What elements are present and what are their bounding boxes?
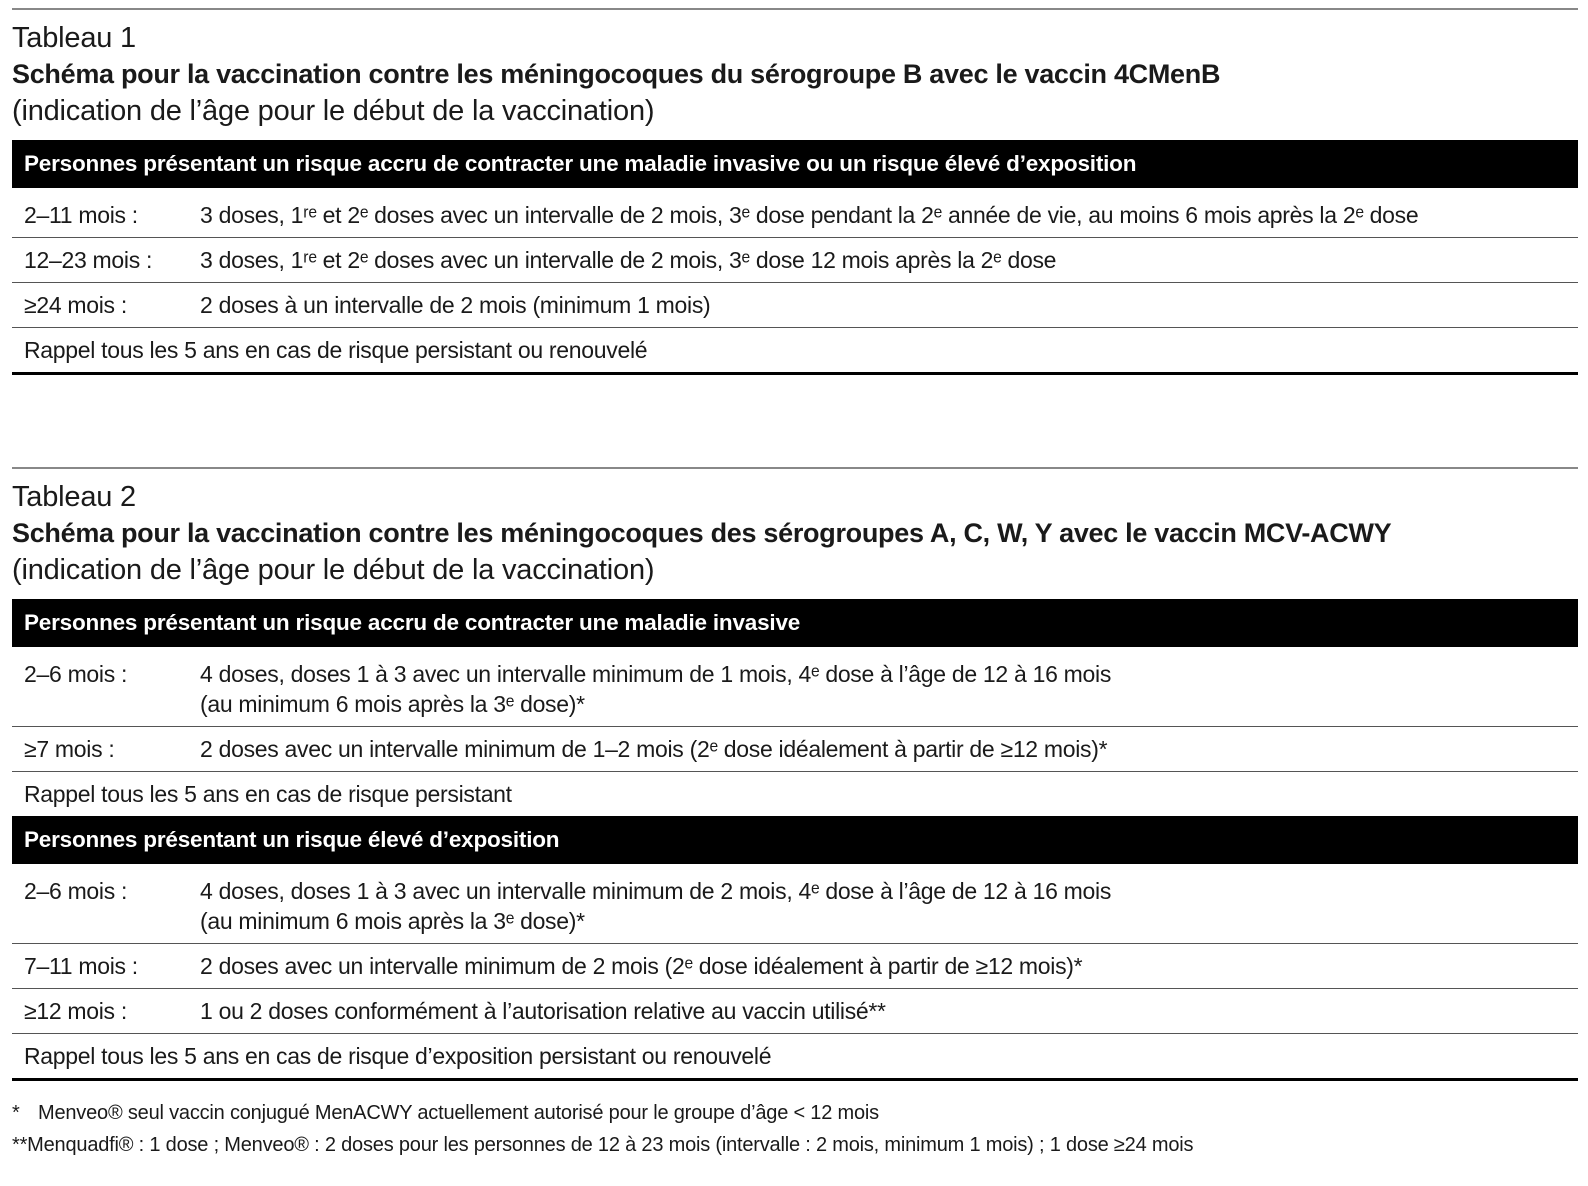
table-title: Schéma pour la vaccination contre les méningocoques des sérogroupes A, C, W, Y avec le vaccin MCV-ACWY [12,518,1392,548]
footnote-text: Menquadfi® : 1 dose ; Menveo® : 2 doses pour les personnes de 12 à 23 mois (intervalle : 2 mois, minimum 1 mois) ; 1 dose ≥24 mois [27,1134,1194,1156]
schedule-cell: 3 doses, 1ʳᵉ et 2ᵉ doses avec un intervalle de 2 mois, 3ᵉ dose 12 mois après la 2ᵉ dose [200,247,1057,273]
schedule-cell: 2 doses avec un intervalle minimum de 2 mois (2ᵉ dose idéalement à partir de ≥12 mois)* [200,953,1083,979]
table-row [12,238,1578,283]
footnote [12,1129,1193,1161]
footnote-mark: * [12,1102,20,1124]
table-row [12,944,1578,989]
schedule-line: 4 doses, doses 1 à 3 avec un intervalle minimum de 2 mois, 4ᵉ dose à l’âge de 12 à 16 mois [200,878,1112,904]
booster-text: Rappel tous les 5 ans en cas de risque d’exposition persistant ou renouvelé [24,1043,772,1069]
top-rule [12,8,1578,10]
section-heading: Personnes présentant un risque accru de contracter une maladie invasive [12,599,1578,647]
age-cell: ≥12 mois : [24,998,127,1024]
table-number: Tableau 1 [12,22,136,54]
schedule-cell: 2 doses avec un intervalle minimum de 1–2 mois (2ᵉ dose idéalement à partir de ≥12 mois)* [200,736,1108,762]
table-subtitle: (indication de l’âge pour le début de la vaccination) [12,554,655,586]
booster-text: Rappel tous les 5 ans en cas de risque persistant [24,781,512,807]
age-cell: 2–11 mois : [24,202,138,228]
age-cell: ≥24 mois : [24,292,127,318]
footnote-mark: ** [12,1134,28,1156]
footnotes [12,1097,1193,1161]
booster-row [12,772,1578,816]
table-number: Tableau 2 [12,481,136,513]
table-title: Schéma pour la vaccination contre les méningocoques du sérogroupe B avec le vaccin 4CMenB [12,59,1221,89]
schedule-cell [200,876,1578,936]
age-cell: 2–6 mois : [24,878,128,904]
table-1 [12,8,1578,375]
section-heading: Personnes présentant un risque accru de contracter une maladie invasive ou un risque élevé d’exposition [12,140,1578,188]
table-row [12,727,1578,772]
age-cell: ≥7 mois : [24,736,115,762]
booster-row [12,1034,1578,1081]
table-row [12,989,1578,1034]
schedule-line: 4 doses, doses 1 à 3 avec un intervalle minimum de 1 mois, 4ᵉ dose à l’âge de 12 à 16 mois [200,661,1112,687]
top-rule [12,467,1578,469]
schedule-line: (au minimum 6 mois après la 3ᵉ dose)* [200,691,585,717]
age-cell: 7–11 mois : [24,953,138,979]
schedule-cell: 3 doses, 1ʳᵉ et 2ᵉ doses avec un intervalle de 2 mois, 3ᵉ dose pendant la 2ᵉ année de vie, au moins 6 mois après la 2ᵉ dose [200,202,1419,228]
table-subtitle: (indication de l’âge pour le début de la vaccination) [12,95,655,127]
schedule-cell: 2 doses à un intervalle de 2 mois (minimum 1 mois) [200,292,711,318]
schedule-line: (au minimum 6 mois après la 3ᵉ dose)* [200,908,585,934]
schedule-cell [200,659,1578,719]
table-2 [12,467,1578,1081]
table-row [12,864,1578,944]
footnote-text: Menveo® seul vaccin conjugué MenACWY actuellement autorisé pour le groupe d’âge < 12 mois [38,1102,879,1124]
schedule-cell: 1 ou 2 doses conformément à l’autorisation relative au vaccin utilisé** [200,998,886,1024]
section-heading: Personnes présentant un risque élevé d’exposition [12,816,1578,864]
booster-text: Rappel tous les 5 ans en cas de risque persistant ou renouvelé [24,337,648,363]
table-row [12,188,1578,238]
age-cell: 2–6 mois : [24,661,128,687]
age-cell: 12–23 mois : [24,247,153,273]
footnote [12,1097,1193,1129]
table-row [12,283,1578,328]
booster-row [12,328,1578,375]
table-row [12,647,1578,727]
